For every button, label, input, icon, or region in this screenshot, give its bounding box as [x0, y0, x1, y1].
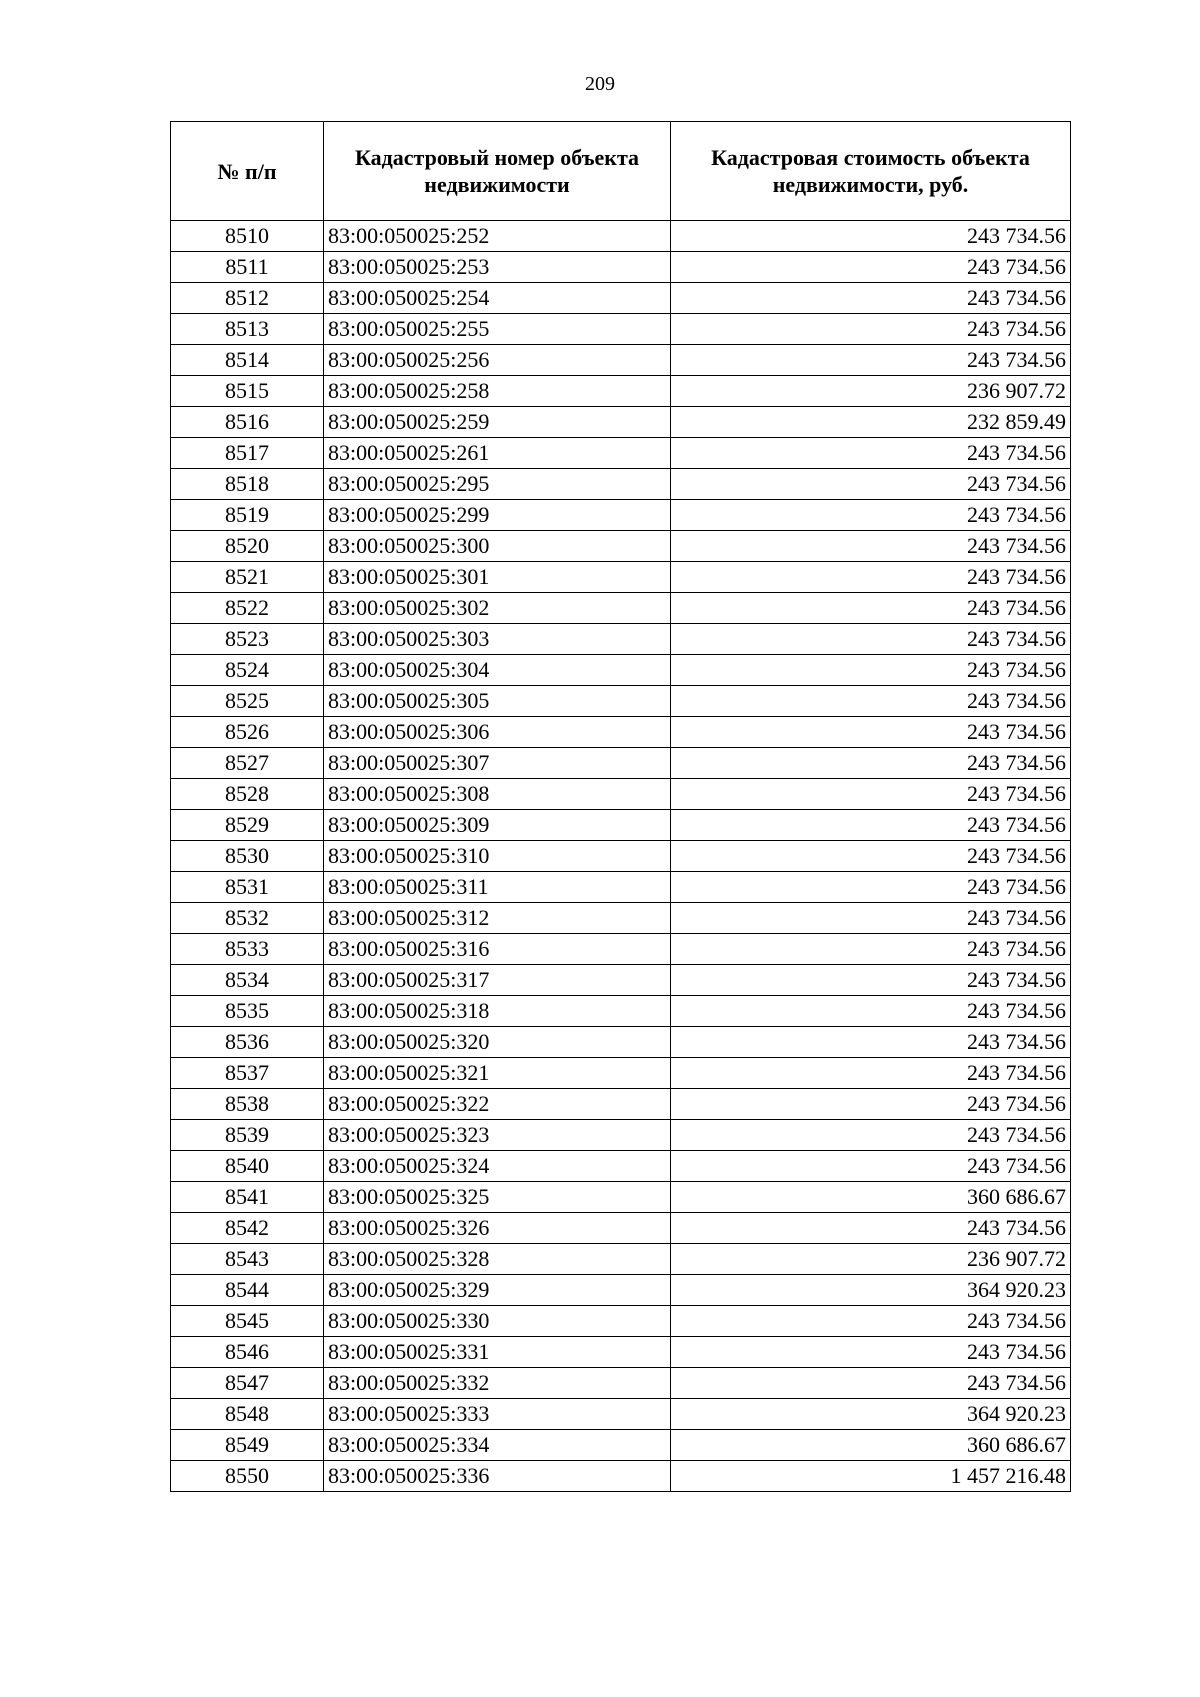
cadastral-number-cell: 83:00:050025:324	[324, 1151, 671, 1182]
header-cadastral-number: Кадастровый номер объекта недвижимости	[324, 122, 671, 221]
row-number-cell: 8523	[171, 624, 324, 655]
cadastral-value-cell: 243 734.56	[671, 1337, 1071, 1368]
cadastral-number-cell: 83:00:050025:326	[324, 1213, 671, 1244]
table-row	[171, 500, 1071, 531]
cadastral-value-cell: 243 734.56	[671, 1213, 1071, 1244]
row-number-cell: 8550	[171, 1461, 324, 1492]
cadastral-value-cell: 243 734.56	[671, 934, 1071, 965]
cadastral-number-cell: 83:00:050025:261	[324, 438, 671, 469]
cadastral-value-cell: 243 734.56	[671, 996, 1071, 1027]
cadastral-value-cell: 232 859.49	[671, 407, 1071, 438]
cadastral-number-cell: 83:00:050025:316	[324, 934, 671, 965]
cadastral-value-table	[170, 121, 1071, 1492]
table-row	[171, 1244, 1071, 1275]
cadastral-number-cell: 83:00:050025:259	[324, 407, 671, 438]
cadastral-number-cell: 83:00:050025:321	[324, 1058, 671, 1089]
row-number-cell: 8519	[171, 500, 324, 531]
cadastral-number-cell: 83:00:050025:330	[324, 1306, 671, 1337]
table-row	[171, 1430, 1071, 1461]
table-row	[171, 1275, 1071, 1306]
row-number-cell: 8534	[171, 965, 324, 996]
cadastral-value-cell: 236 907.72	[671, 376, 1071, 407]
cadastral-number-cell: 83:00:050025:308	[324, 779, 671, 810]
cadastral-number-cell: 83:00:050025:304	[324, 655, 671, 686]
cadastral-value-cell: 243 734.56	[671, 438, 1071, 469]
table-row	[171, 903, 1071, 934]
row-number-cell: 8536	[171, 1027, 324, 1058]
cadastral-number-cell: 83:00:050025:317	[324, 965, 671, 996]
cadastral-number-cell: 83:00:050025:331	[324, 1337, 671, 1368]
cadastral-number-cell: 83:00:050025:311	[324, 872, 671, 903]
cadastral-value-cell: 243 734.56	[671, 1058, 1071, 1089]
row-number-cell: 8537	[171, 1058, 324, 1089]
cadastral-value-cell: 243 734.56	[671, 1089, 1071, 1120]
row-number-cell: 8524	[171, 655, 324, 686]
row-number-cell: 8522	[171, 593, 324, 624]
cadastral-value-cell: 243 734.56	[671, 1120, 1071, 1151]
row-number-cell: 8549	[171, 1430, 324, 1461]
cadastral-value-cell: 243 734.56	[671, 1027, 1071, 1058]
cadastral-number-cell: 83:00:050025:299	[324, 500, 671, 531]
cadastral-number-cell: 83:00:050025:307	[324, 748, 671, 779]
table-row	[171, 1213, 1071, 1244]
cadastral-number-cell: 83:00:050025:310	[324, 841, 671, 872]
row-number-cell: 8525	[171, 686, 324, 717]
table-row	[171, 779, 1071, 810]
cadastral-number-cell: 83:00:050025:318	[324, 996, 671, 1027]
table-row	[171, 996, 1071, 1027]
cadastral-number-cell: 83:00:050025:306	[324, 717, 671, 748]
cadastral-number-cell: 83:00:050025:336	[324, 1461, 671, 1492]
cadastral-value-cell: 243 734.56	[671, 593, 1071, 624]
cadastral-number-cell: 83:00:050025:305	[324, 686, 671, 717]
cadastral-number-cell: 83:00:050025:333	[324, 1399, 671, 1430]
cadastral-number-cell: 83:00:050025:334	[324, 1430, 671, 1461]
cadastral-value-cell: 243 734.56	[671, 469, 1071, 500]
cadastral-number-cell: 83:00:050025:258	[324, 376, 671, 407]
cadastral-number-cell: 83:00:050025:302	[324, 593, 671, 624]
cadastral-number-cell: 83:00:050025:323	[324, 1120, 671, 1151]
header-cadastral-value: Кадастровая стоимость объекта недвижимости, руб.	[671, 122, 1071, 221]
cadastral-number-cell: 83:00:050025:303	[324, 624, 671, 655]
cadastral-number-cell: 83:00:050025:254	[324, 283, 671, 314]
row-number-cell: 8517	[171, 438, 324, 469]
table-row	[171, 1368, 1071, 1399]
table-row	[171, 748, 1071, 779]
cadastral-number-cell: 83:00:050025:301	[324, 562, 671, 593]
row-number-cell: 8542	[171, 1213, 324, 1244]
row-number-cell: 8514	[171, 345, 324, 376]
cadastral-value-cell: 243 734.56	[671, 841, 1071, 872]
table-row	[171, 624, 1071, 655]
row-number-cell: 8541	[171, 1182, 324, 1213]
row-number-cell: 8533	[171, 934, 324, 965]
table-body	[171, 221, 1071, 1492]
cadastral-value-cell: 243 734.56	[671, 655, 1071, 686]
table-row	[171, 1306, 1071, 1337]
row-number-cell: 8520	[171, 531, 324, 562]
cadastral-value-cell: 236 907.72	[671, 1244, 1071, 1275]
row-number-cell: 8521	[171, 562, 324, 593]
row-number-cell: 8510	[171, 221, 324, 252]
cadastral-number-cell: 83:00:050025:252	[324, 221, 671, 252]
row-number-cell: 8540	[171, 1151, 324, 1182]
row-number-cell: 8538	[171, 1089, 324, 1120]
row-number-cell: 8535	[171, 996, 324, 1027]
cadastral-number-cell: 83:00:050025:325	[324, 1182, 671, 1213]
table-row	[171, 841, 1071, 872]
cadastral-value-cell: 243 734.56	[671, 872, 1071, 903]
table-row	[171, 1337, 1071, 1368]
cadastral-value-cell: 243 734.56	[671, 500, 1071, 531]
row-number-cell: 8547	[171, 1368, 324, 1399]
cadastral-value-cell: 243 734.56	[671, 903, 1071, 934]
table-row	[171, 1151, 1071, 1182]
row-number-cell: 8515	[171, 376, 324, 407]
cadastral-value-cell: 364 920.23	[671, 1399, 1071, 1430]
row-number-cell: 8516	[171, 407, 324, 438]
table-header-row	[171, 122, 1071, 221]
table-row	[171, 965, 1071, 996]
cadastral-value-cell: 243 734.56	[671, 748, 1071, 779]
table-row	[171, 717, 1071, 748]
cadastral-number-cell: 83:00:050025:256	[324, 345, 671, 376]
table-row	[171, 1089, 1071, 1120]
cadastral-number-cell: 83:00:050025:295	[324, 469, 671, 500]
cadastral-value-cell: 243 734.56	[671, 283, 1071, 314]
cadastral-number-cell: 83:00:050025:332	[324, 1368, 671, 1399]
row-number-cell: 8545	[171, 1306, 324, 1337]
table-row	[171, 810, 1071, 841]
cadastral-value-cell: 360 686.67	[671, 1182, 1071, 1213]
row-number-cell: 8532	[171, 903, 324, 934]
cadastral-value-cell: 243 734.56	[671, 221, 1071, 252]
cadastral-number-cell: 83:00:050025:255	[324, 314, 671, 345]
row-number-cell: 8518	[171, 469, 324, 500]
row-number-cell: 8546	[171, 1337, 324, 1368]
row-number-cell: 8528	[171, 779, 324, 810]
row-number-cell: 8544	[171, 1275, 324, 1306]
table-row	[171, 221, 1071, 252]
row-number-cell: 8539	[171, 1120, 324, 1151]
cadastral-number-cell: 83:00:050025:253	[324, 252, 671, 283]
row-number-cell: 8529	[171, 810, 324, 841]
table-row	[171, 283, 1071, 314]
row-number-cell: 8512	[171, 283, 324, 314]
cadastral-number-cell: 83:00:050025:312	[324, 903, 671, 934]
table-row	[171, 1399, 1071, 1430]
table-row	[171, 593, 1071, 624]
cadastral-value-cell: 360 686.67	[671, 1430, 1071, 1461]
table-row	[171, 1058, 1071, 1089]
table-row	[171, 314, 1071, 345]
table-row	[171, 252, 1071, 283]
table-row	[171, 655, 1071, 686]
cadastral-value-cell: 243 734.56	[671, 531, 1071, 562]
cadastral-value-cell: 243 734.56	[671, 717, 1071, 748]
table-row	[171, 407, 1071, 438]
table-row	[171, 438, 1071, 469]
header-row-number: № п/п	[171, 122, 324, 221]
cadastral-value-cell: 243 734.56	[671, 1368, 1071, 1399]
cadastral-value-cell: 243 734.56	[671, 1151, 1071, 1182]
cadastral-number-cell: 83:00:050025:300	[324, 531, 671, 562]
table-row	[171, 1182, 1071, 1213]
cadastral-number-cell: 83:00:050025:329	[324, 1275, 671, 1306]
table-row	[171, 531, 1071, 562]
cadastral-value-cell: 243 734.56	[671, 1306, 1071, 1337]
cadastral-value-cell: 243 734.56	[671, 810, 1071, 841]
table-row	[171, 1120, 1071, 1151]
table-row	[171, 872, 1071, 903]
row-number-cell: 8548	[171, 1399, 324, 1430]
cadastral-value-cell: 243 734.56	[671, 624, 1071, 655]
cadastral-value-cell: 243 734.56	[671, 345, 1071, 376]
cadastral-value-cell: 243 734.56	[671, 314, 1071, 345]
cadastral-number-cell: 83:00:050025:309	[324, 810, 671, 841]
cadastral-value-cell: 243 734.56	[671, 562, 1071, 593]
table-row	[171, 562, 1071, 593]
row-number-cell: 8513	[171, 314, 324, 345]
row-number-cell: 8511	[171, 252, 324, 283]
row-number-cell: 8543	[171, 1244, 324, 1275]
table-row	[171, 1027, 1071, 1058]
cadastral-value-cell: 243 734.56	[671, 965, 1071, 996]
cadastral-value-cell: 243 734.56	[671, 779, 1071, 810]
table-row	[171, 1461, 1071, 1492]
cadastral-number-cell: 83:00:050025:322	[324, 1089, 671, 1120]
row-number-cell: 8527	[171, 748, 324, 779]
table-row	[171, 686, 1071, 717]
row-number-cell: 8530	[171, 841, 324, 872]
cadastral-value-cell: 243 734.56	[671, 686, 1071, 717]
cadastral-number-cell: 83:00:050025:328	[324, 1244, 671, 1275]
cadastral-value-cell: 1 457 216.48	[671, 1461, 1071, 1492]
cadastral-number-cell: 83:00:050025:320	[324, 1027, 671, 1058]
cadastral-value-cell: 243 734.56	[671, 252, 1071, 283]
row-number-cell: 8531	[171, 872, 324, 903]
table-row	[171, 376, 1071, 407]
table-row	[171, 934, 1071, 965]
cadastral-value-cell: 364 920.23	[671, 1275, 1071, 1306]
table-row	[171, 469, 1071, 500]
page-number: 209	[585, 73, 615, 95]
row-number-cell: 8526	[171, 717, 324, 748]
table-row	[171, 345, 1071, 376]
